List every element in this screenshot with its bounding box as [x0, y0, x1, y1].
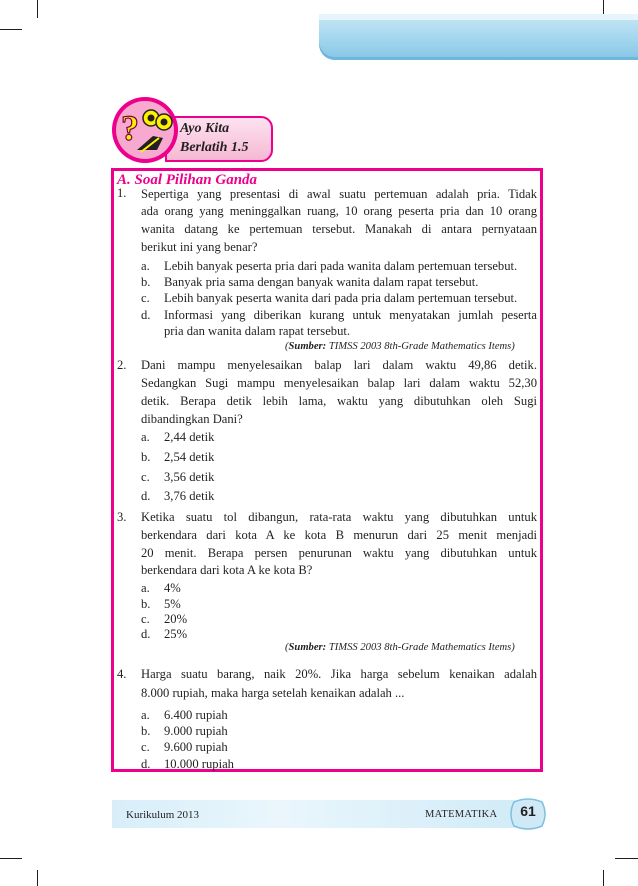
option-text: 3,76 detik: [164, 489, 215, 503]
source-citation: (Sumber: TIMSS 2003 8th-Grade Mathematics Items): [285, 341, 515, 352]
question-text-line: berkendara dari kota A ke kota B?: [141, 563, 313, 577]
question-number: 3.: [117, 510, 127, 524]
option-letter: c.: [141, 740, 150, 754]
option-text: 6.400 rupiah: [164, 708, 228, 722]
option-text: Lebih banyak peserta pria dari pada wanita dalam pertemuan tersebut.: [164, 259, 518, 273]
option-text: 9.000 rupiah: [164, 724, 228, 738]
question-text-line: 20 menit. Berapa persen penurunan waktu yang dibutuhkan untuk: [141, 546, 537, 560]
option-letter: b.: [141, 724, 151, 738]
svg-text:?: ?: [121, 108, 139, 148]
option-letter: a.: [141, 581, 150, 595]
option-letter: a.: [141, 259, 150, 273]
option-text: 5%: [164, 597, 181, 611]
badge-line-1: Ayo Kita: [180, 121, 230, 136]
option-letter: c.: [141, 612, 150, 626]
option-letter: d.: [141, 757, 151, 771]
footer-subject: MATEMATIKA: [425, 809, 498, 820]
option-text: 9.600 rupiah: [164, 740, 228, 754]
footer-curriculum: Kurikulum 2013: [126, 809, 200, 821]
option-letter: d.: [141, 308, 151, 322]
option-text: 25%: [164, 627, 188, 641]
option-letter: c.: [141, 291, 150, 305]
question-text-line: wanita datang ke pertemuan tersebut. Manakah di antara pernyataan: [141, 222, 537, 236]
option-letter: d.: [141, 627, 151, 641]
crop-mark: [37, 870, 38, 886]
option-text: 2,54 detik: [164, 450, 215, 464]
option-text: 20%: [164, 612, 188, 626]
question-text-line: 8.000 rupiah, maka harga setelah kenaikan adalah ...: [141, 686, 405, 700]
option-text: Lebih banyak peserta wanita dari pada pria dalam pertemuan tersebut.: [164, 291, 518, 305]
option-letter: d.: [141, 489, 151, 503]
option-letter: b.: [141, 275, 151, 289]
option-letter: a.: [141, 430, 150, 444]
option-text: 10.000 rupiah: [164, 757, 234, 771]
header-tab-highlight: [319, 14, 638, 20]
option-text: 4%: [164, 581, 181, 595]
question-number: 4.: [117, 667, 127, 681]
question-text-line: Sepertiga yang presentasi di awal suatu pertemuan adalah pria. Tidak: [141, 187, 537, 201]
question-text-line: Ketika suatu tol dibangun, rata-rata waktu yang dibutuhkan untuk: [141, 510, 537, 524]
option-text: Banyak pria sama dengan banyak wanita dalam rapat tersebut.: [164, 275, 479, 289]
option-text: Informasi yang diberikan kurang untuk menyatakan jumlah peserta: [164, 308, 537, 322]
option-text-continued: pria dan wanita dalam rapat tersebut.: [164, 324, 351, 338]
option-text: 2,44 detik: [164, 430, 215, 444]
page-number: 61: [520, 803, 536, 819]
question-text-line: detik. Berapa detik lebih lama, waktu yang dibutuhkan oleh Sugi: [141, 394, 537, 408]
crop-mark: [37, 0, 38, 18]
question-text-line: Harga suatu barang, naik 20%. Jika harga sebelum kenaikan adalah: [141, 667, 537, 681]
header-tab: [319, 14, 638, 60]
question-text-line: berkendara dari kota A ke kota B menurun dari 25 menit menjadi: [141, 528, 537, 542]
option-letter: b.: [141, 450, 151, 464]
crop-mark: [0, 29, 22, 30]
question-text-line: Dani mampu menyelesaikan balap lari dalam waktu 49,86 detik.: [141, 358, 537, 372]
question-number: 2.: [117, 358, 127, 372]
exercise-badge-icon: [107, 92, 185, 166]
option-letter: b.: [141, 597, 151, 611]
source-label: Sumber:: [288, 642, 327, 653]
badge-title: [180, 119, 248, 157]
source-label: Sumber:: [288, 341, 327, 352]
source-text: TIMSS 2003 8th-Grade Mathematics Items: [328, 642, 512, 653]
badge-line-2: Berlatih 1.5: [180, 140, 249, 155]
question-number: 1.: [117, 186, 127, 200]
option-letter: a.: [141, 708, 150, 722]
section-title: A. Soal Pilihan Ganda: [117, 172, 258, 188]
crop-mark: [615, 858, 638, 859]
crop-mark: [0, 858, 22, 859]
question-text-line: ada orang yang meninggalkan ruang, 10 orang peserta pria dan 10 orang: [141, 204, 537, 218]
question-text-line: dibandingkan Dani?: [141, 412, 243, 426]
source-citation: (Sumber: TIMSS 2003 8th-Grade Mathematics Items): [285, 642, 515, 653]
crop-mark: [603, 870, 604, 886]
option-text: 3,56 detik: [164, 470, 215, 484]
question-text-line: berikut ini yang benar?: [141, 240, 258, 254]
source-text: TIMSS 2003 8th-Grade Mathematics Items: [328, 341, 512, 352]
option-letter: c.: [141, 470, 150, 484]
question-text-line: Sedangkan Sugi mampu menyelesaikan balap lari dalam waktu 52,30: [141, 376, 537, 390]
